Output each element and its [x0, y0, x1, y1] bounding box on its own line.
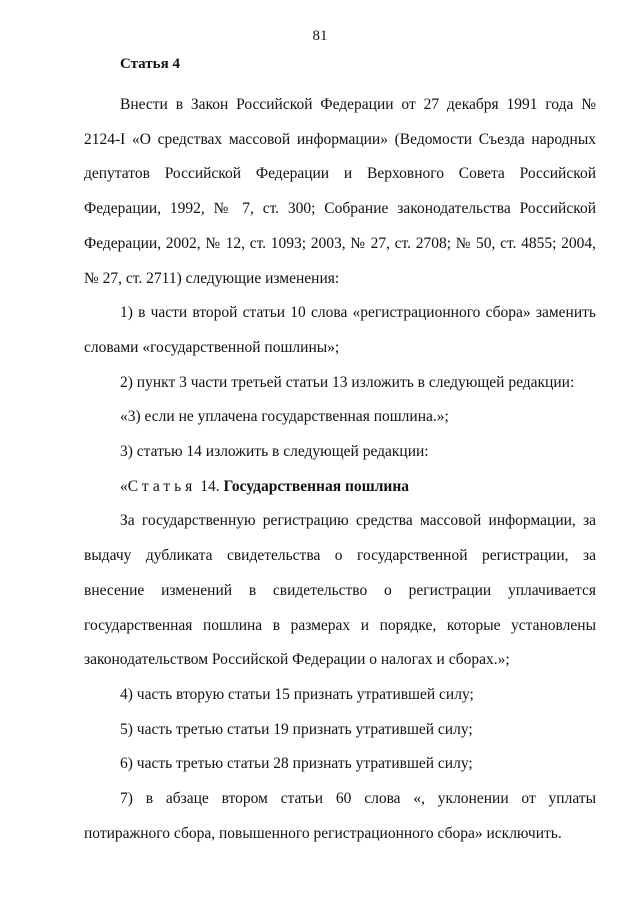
amendment-item-3: 3) статью 14 изложить в следующей редакции: — [120, 443, 429, 461]
amendment-item-5: 5) часть третью статьи 19 признать утратившей силу; — [120, 720, 473, 738]
article-14-body: За государственную регистрацию средства массовой информации, за выдачу дубликата свидетельства о государственной регистрации, за внесение изменений в свидетельство о регистрации уплачивается государственная пошлина в размерах и порядке, которые установлены законодательством Российской Федерации о налогах и сборах.»; — [84, 512, 596, 669]
page-number: 81 — [312, 28, 328, 44]
amendment-item-2: 2) пункт 3 части третьей статьи 13 изложить в следующей редакции: — [120, 373, 575, 391]
amendment-item-4: 4) часть вторую статьи 15 признать утратившей силу; — [120, 685, 474, 703]
document-body — [84, 88, 596, 851]
intro-paragraph: Внести в Закон Российской Федерации от 27 декабря 1991 года № 2124-I «О средствах массовой информации» (Ведомости Съезда народных депутатов Российской Федерации и Верховного Совета Российской Федерации, 1992, № 7, ст. 300; Собрание законодательства Российской Федерации, 2002, № 12, ст. 1093; 2003, № 27, ст. 2708; № 50, ст. 4855; 2004, № 27, ст. 2711) следующие изменения: — [84, 96, 596, 287]
amendment-item-7: 7) в абзаце втором статьи 60 слова «, уклонении от уплаты потиражного сбора, повышенного регистрационного сбора» исключить. — [84, 790, 596, 842]
amendment-item-6: 6) часть третью статьи 28 признать утратившей силу; — [120, 755, 473, 773]
article-name: Государственная пошлина — [223, 477, 410, 495]
article-14-title — [84, 470, 596, 505]
article-number: 14. — [196, 477, 224, 495]
article-word: Статья — [127, 477, 197, 495]
amendment-item-1: 1) в части второй статьи 10 слова «регистрационного сбора» заменить словами «государственной пошлины»; — [84, 304, 596, 356]
quote-open: « — [120, 477, 128, 495]
amendment-item-2-quote: «3) если не уплачена государственная пошлина.»; — [120, 408, 449, 426]
article-heading: Статья 4 — [120, 56, 180, 72]
